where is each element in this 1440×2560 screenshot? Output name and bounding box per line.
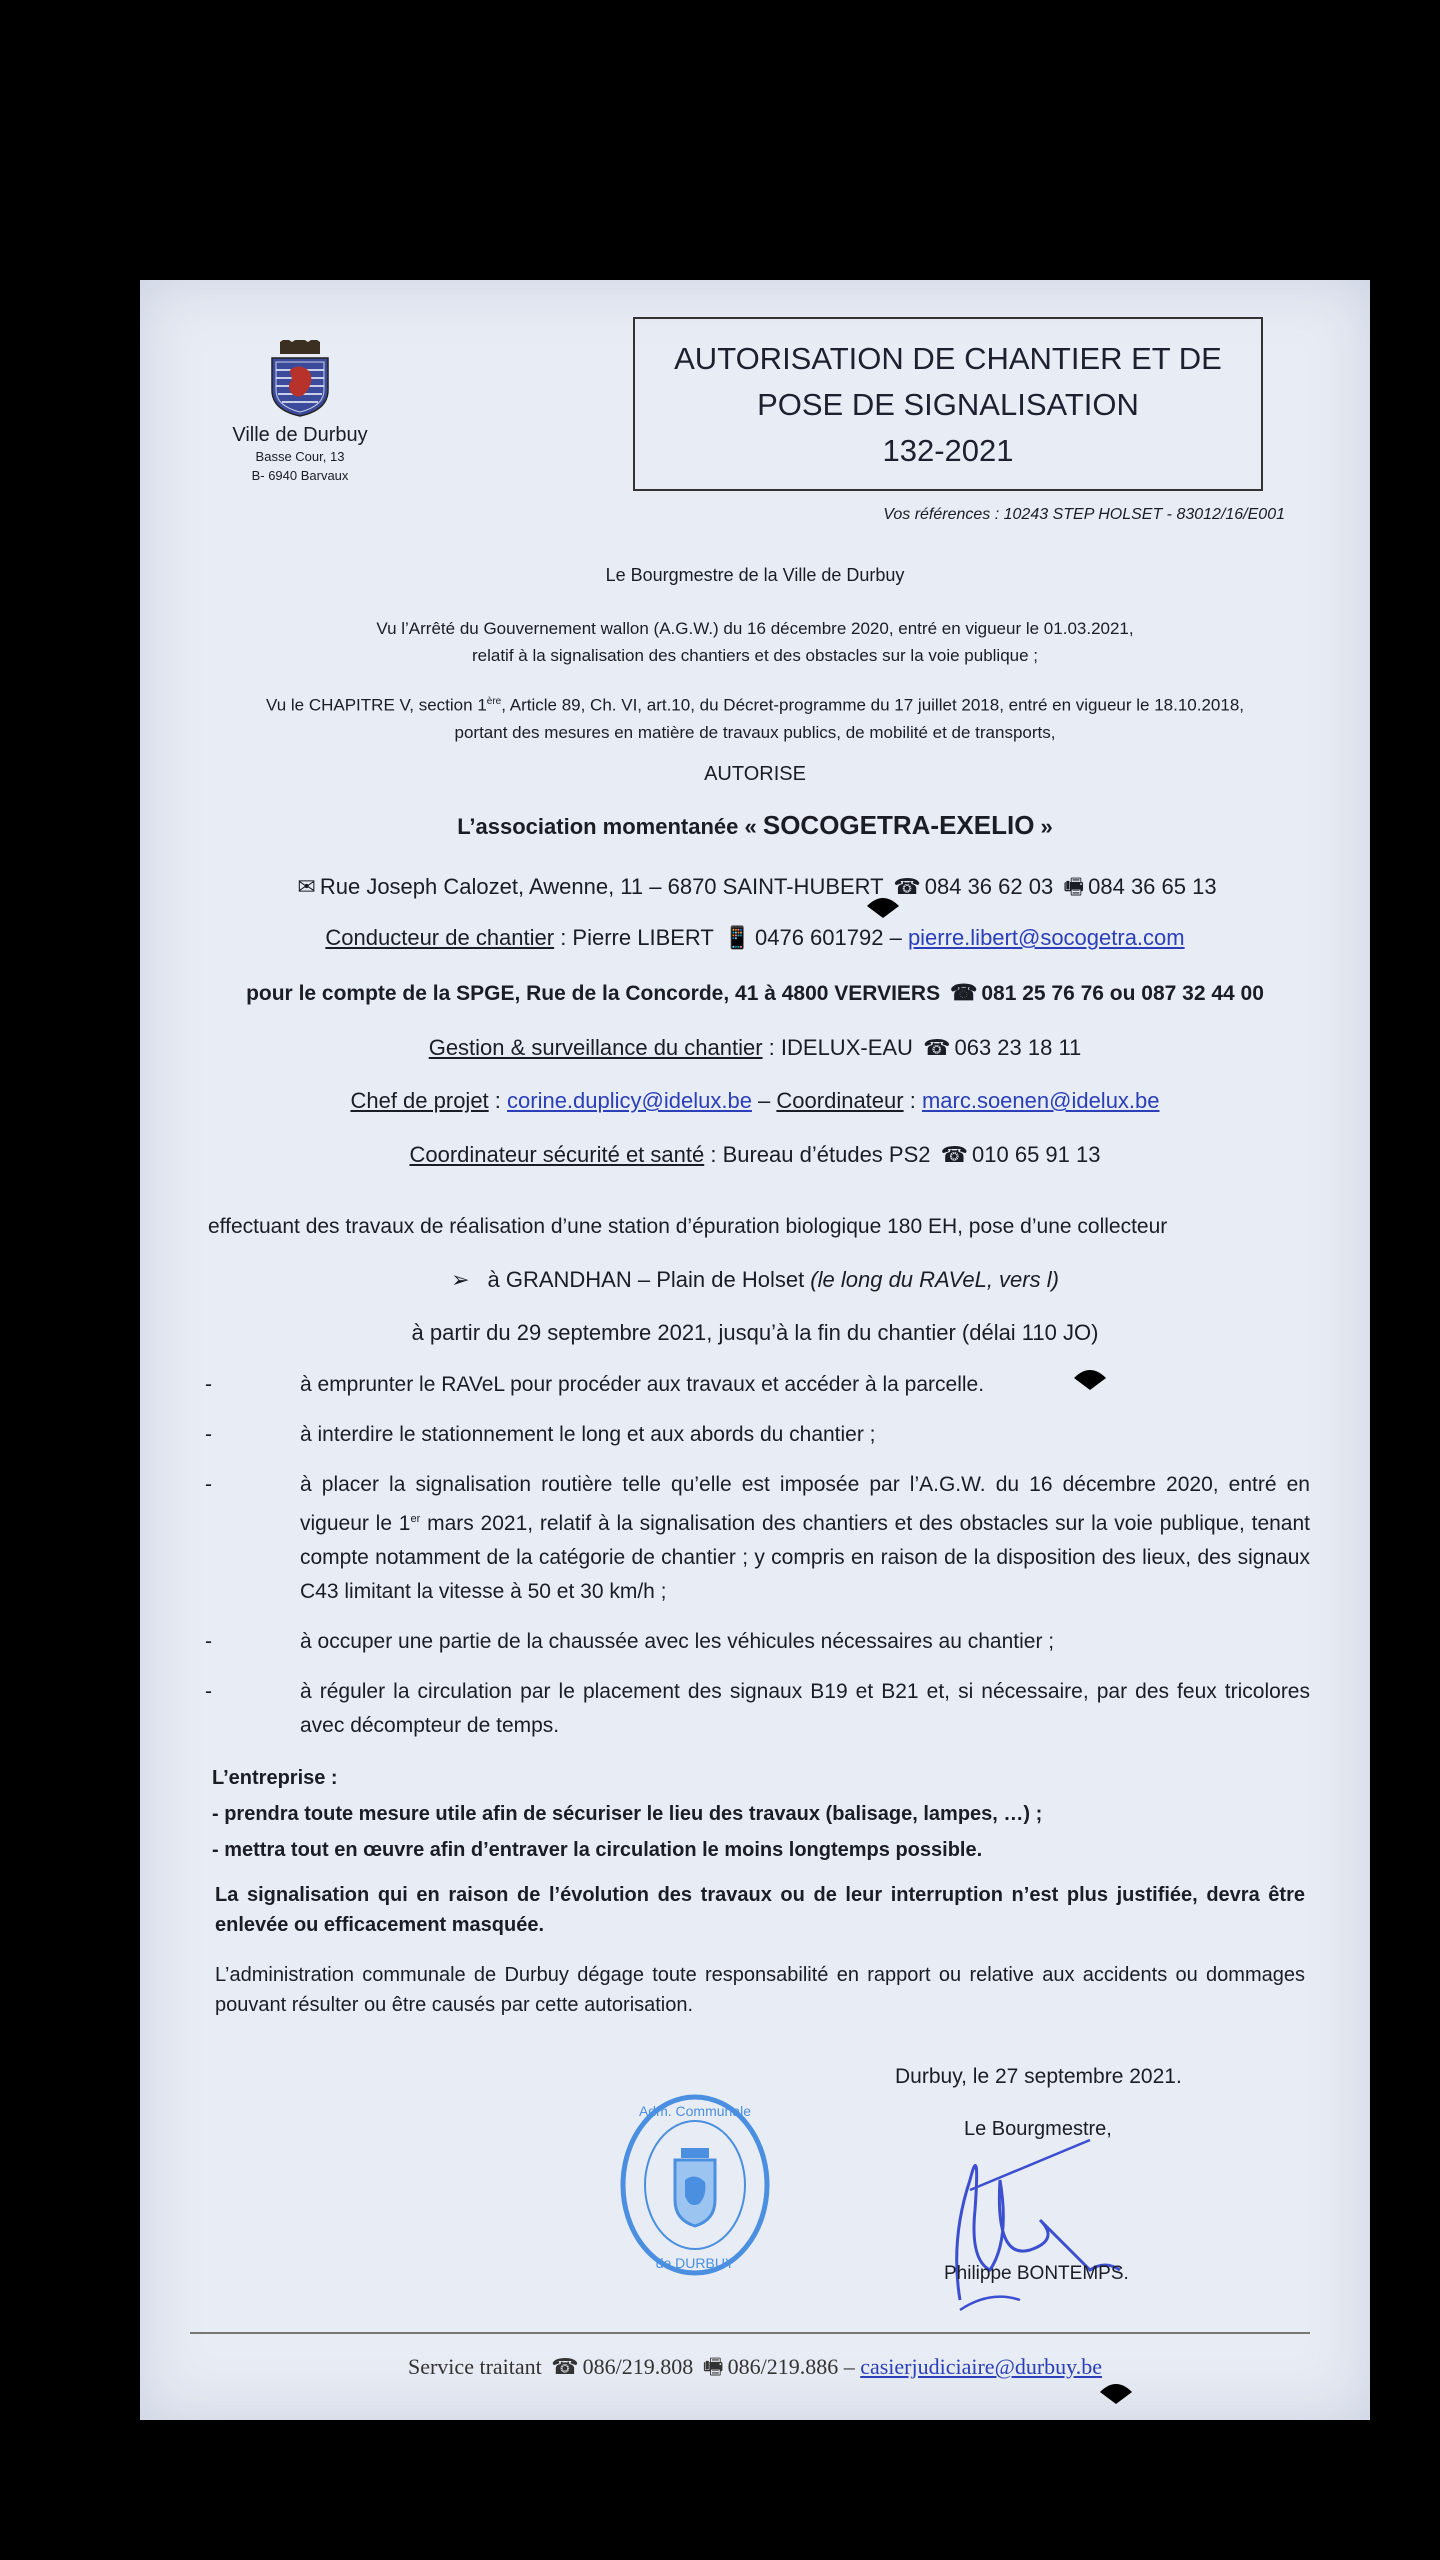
envelope-icon: ✉ xyxy=(297,874,316,899)
signal-sup: er xyxy=(410,1513,421,1525)
list-item-text: à interdire le stationnement le long et aux abords du chantier ; xyxy=(300,1423,876,1446)
chef-projet-line xyxy=(140,1088,1370,1114)
autorise-heading: AUTORISE xyxy=(704,763,806,785)
contractor-phone: 084 36 62 03 xyxy=(924,874,1054,899)
entreprise-item1: - prendra toute mesure utile afin de sécuriser le lieu des travaux (balisage, lampes, …) ; xyxy=(212,1803,1043,1825)
coord-separator: – xyxy=(751,1088,777,1113)
works-description: effectuant des travaux de réalisation d’une station d’épuration biologique 180 EH, pose d’une collecteur xyxy=(208,1215,1168,1238)
cursor-mark xyxy=(865,892,901,920)
chapitre-paragraph xyxy=(140,688,1370,746)
city-address-line2: B- 6940 Barvaux xyxy=(251,468,349,483)
document-title-box xyxy=(633,317,1263,491)
fax-icon: 🖷 xyxy=(702,2354,724,2379)
works-location-line xyxy=(140,1267,1370,1293)
phone-icon: ☎ xyxy=(551,2354,579,2379)
municipal-stamp xyxy=(615,2090,775,2280)
bullet-dash: - xyxy=(205,1373,212,1396)
coord-label: Coordinateur xyxy=(776,1088,904,1113)
list-item xyxy=(205,1468,1310,1609)
association-prefix: L’association momentanée « xyxy=(457,814,763,839)
list-item xyxy=(205,1418,1310,1452)
association-name: SOCOGETRA-EXELIO xyxy=(762,810,1035,840)
list-item-text: à emprunter le RAVeL pour procéder aux travaux et accéder à la parcelle. xyxy=(300,1373,985,1396)
securite-line xyxy=(140,1142,1370,1168)
signatory-name: Philippe BONTEMPS. xyxy=(944,2263,1129,2284)
works-location: à GRANDHAN – Plain de Holset xyxy=(487,1267,811,1292)
list-item-text: à réguler la circulation par le placement des signaux B19 et B21 et, si nécessaire, par des feux tricolores avec décompteur de temps. xyxy=(300,1680,1310,1737)
footer-service-label: Service traitant xyxy=(407,2354,542,2379)
gestion-label: Gestion & surveillance du chantier xyxy=(428,1035,763,1060)
bullet-dash: - xyxy=(205,1680,212,1703)
signal-text-a: à placer la signalisation routière telle qu’elle est imposée par l’A.G.W. du 16 décembre 2020, entré en vigueur le 1 xyxy=(300,1473,1310,1535)
title-line3: 132-2021 xyxy=(882,433,1014,468)
chapitre-line2: portant des mesures en matière de travaux publics, de mobilité et de transports, xyxy=(454,722,1056,742)
signature-title: Le Bourgmestre, xyxy=(964,2118,1112,2140)
list-item xyxy=(205,1675,1310,1743)
footer-phone: 086/219.808 xyxy=(582,2354,694,2379)
gestion-value: : IDELUX-EAU xyxy=(762,1035,913,1060)
city-name: Ville de Durbuy xyxy=(232,424,368,446)
list-item xyxy=(205,1625,1310,1659)
footer-fax: 086/219.886 – xyxy=(727,2354,861,2379)
phone-icon: ☎ xyxy=(940,1142,969,1167)
footer-divider xyxy=(190,2332,1310,2334)
phone-icon: ☎ xyxy=(923,1035,951,1060)
compte-line xyxy=(140,980,1370,1006)
conducteur-name: : Pierre LIBERT xyxy=(554,925,714,950)
coord-separator2: : xyxy=(903,1088,922,1113)
cursor-mark xyxy=(1072,1364,1108,1392)
gestion-phone: 063 23 18 11 xyxy=(954,1035,1082,1060)
arrow-bullet-icon: ➢ xyxy=(451,1267,470,1292)
association-line xyxy=(140,810,1370,841)
contractor-address: Rue Joseph Calozet, Awenne, 11 – 6870 SAINT-HUBERT xyxy=(319,874,884,899)
chapitre-line1 xyxy=(140,688,1370,719)
cursor-mark xyxy=(1098,2378,1134,2406)
mobile-phone-icon: 📱 xyxy=(723,925,751,950)
agw-paragraph xyxy=(140,615,1370,669)
title-line1: AUTORISATION DE CHANTIER ET DE xyxy=(674,341,1222,376)
association-suffix: » xyxy=(1034,814,1053,839)
conducteur-email-link[interactable]: pierre.libert@socogetra.com xyxy=(907,925,1185,950)
chef-email-link[interactable]: corine.duplicy@idelux.be xyxy=(507,1088,752,1113)
chef-separator: : xyxy=(488,1088,508,1113)
disclaimer: L’administration communale de Durbuy dégage toute responsabilité en rapport ou relative aux accidents ou dommages pouvant résulter ou être causés par cette autorisation. xyxy=(215,1964,1305,2016)
chapitre-sup: ère xyxy=(486,696,502,707)
securite-phone: 010 65 91 13 xyxy=(972,1142,1101,1167)
signature-place-date: Durbuy, le 27 septembre 2021. xyxy=(895,2065,1182,2088)
entreprise-item2: - mettra tout en œuvre afin d’entraver la circulation le moins longtemps possible. xyxy=(212,1839,983,1861)
compte-text: pour le compte de la SPGE, Rue de la Concorde, 41 à 4800 VERVIERS xyxy=(246,982,941,1005)
svg-text:de DURBUY: de DURBUY xyxy=(655,2255,735,2271)
works-period: à partir du 29 septembre 2021, jusqu’à la fin du chantier (délai 110 JO) xyxy=(411,1320,1099,1345)
chef-label: Chef de projet xyxy=(350,1088,489,1113)
footer xyxy=(140,2350,1370,2388)
fax-icon: 🖷 xyxy=(1063,874,1085,899)
conducteur-mobile: 0476 601792 – xyxy=(755,925,908,950)
agw-line2: relatif à la signalisation des chantiers et des obstacles sur la voie publique ; xyxy=(471,646,1039,665)
handwritten-signature xyxy=(930,2120,1140,2320)
svg-text:Adm. Communale: Adm. Communale xyxy=(638,2103,752,2119)
list-item-text: à occuper une partie de la chaussée avec les véhicules nécessaires au chantier ; xyxy=(300,1630,1055,1653)
bullet-dash: - xyxy=(205,1473,212,1496)
city-address-line1: Basse Cour, 13 xyxy=(255,449,345,464)
conducteur-line xyxy=(140,925,1370,951)
entreprise-heading: L’entreprise : xyxy=(212,1767,338,1789)
signal-text-b: mars 2021, relatif à la signalisation des chantiers et des obstacles sur la voie publique, tenant compte notamment de la catégorie de chantier ; y compris en raison de la disposition des lieux, des signaux C43 limitant la vitesse à 50 et 30 km/h ; xyxy=(300,1512,1310,1603)
address-line xyxy=(140,870,1370,908)
works-location-note: (le long du RAVeL, vers l) xyxy=(810,1267,1059,1292)
title-line2: POSE DE SIGNALISATION xyxy=(757,387,1139,422)
securite-label: Coordinateur sécurité et santé xyxy=(409,1142,705,1167)
chapitre-text-a: Vu le CHAPITRE V, section 1 xyxy=(265,695,487,715)
references: Vos références : 10243 STEP HOLSET - 83012/16/E001 xyxy=(883,506,1285,523)
coord-email-link[interactable]: marc.soenen@idelux.be xyxy=(921,1088,1160,1113)
list-item xyxy=(205,1368,1310,1402)
contractor-fax: 084 36 65 13 xyxy=(1088,874,1217,899)
footer-email-link[interactable]: casierjudiciaire@durbuy.be xyxy=(860,2354,1102,2379)
securite-value: : Bureau d’études PS2 xyxy=(704,1142,931,1167)
phone-icon: ☎ xyxy=(893,874,921,899)
notice-page xyxy=(140,280,1370,2420)
conditions-list xyxy=(205,1368,1310,1759)
bullet-dash: - xyxy=(205,1630,212,1653)
entreprise-block xyxy=(212,1760,1042,1868)
signalisation-note: La signalisation qui en raison de l’évolution des travaux ou de leur interruption n’est plus justifiée, devra être enlevée ou efficacement masquée. xyxy=(215,1884,1305,1936)
bullet-dash: - xyxy=(205,1423,212,1446)
city-logo-block xyxy=(230,340,370,485)
bourgmestre-line: Le Bourgmestre de la Ville de Durbuy xyxy=(605,565,905,585)
durbuy-crest-icon xyxy=(266,340,334,418)
gestion-line xyxy=(140,1035,1370,1061)
agw-line1: Vu l’Arrêté du Gouvernement wallon (A.G.W.) du 16 décembre 2020, entré en vigueur le 01.03.2021, xyxy=(376,619,1134,638)
conducteur-label: Conducteur de chantier xyxy=(325,925,555,950)
compte-phones: 081 25 76 76 ou 087 32 44 00 xyxy=(981,982,1264,1005)
phone-icon: ☎ xyxy=(949,980,978,1005)
chapitre-text-b: , Article 89, Ch. VI, art.10, du Décret-programme du 17 juillet 2018, entré en vigueur le 18.10.2018, xyxy=(501,695,1244,715)
